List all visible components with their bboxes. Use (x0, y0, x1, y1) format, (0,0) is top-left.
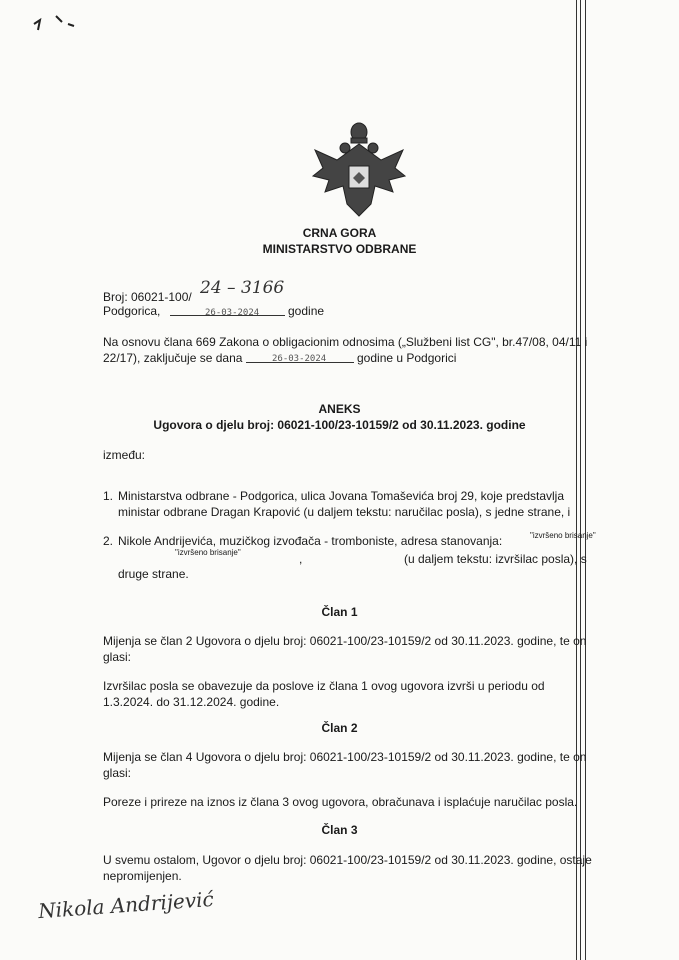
redacted-address-1: "izvršeno brisanje" (530, 531, 596, 540)
handwritten-signature: Nikola Andrijević (37, 886, 215, 924)
country-name: CRNA GORA (302, 226, 377, 240)
party-2-line-2-end: (u daljem tekstu: izvršilac posla), s (404, 552, 587, 566)
broj-handwritten: 24 – 3166 (200, 278, 285, 298)
intro-line-2-start: 22/17), zaključuje se dana (103, 351, 243, 365)
coat-of-arms-emblem (307, 120, 411, 224)
date-stamp: 26-03-2024 (205, 308, 260, 318)
intro-date-stamp: 26-03-2024 (272, 354, 327, 364)
article-3-heading: Član 3 (321, 823, 358, 837)
party-2-comma: , (299, 552, 303, 566)
party-1-line-1: Ministarstva odbrane - Podgorica, ulica Jovana Tomaševića broj 29, koje predstavlja (118, 489, 565, 503)
party-1-number: 1. (103, 489, 114, 503)
scan-line (585, 0, 586, 960)
article-1-p2-line1: Izvršilac posla se obavezuje da poslove iz člana 1 ovog ugovora izvrši u periodu od (103, 679, 545, 693)
ministry-name: MINISTARSTVO ODBRANE (262, 242, 417, 256)
article-2-p1-line2: glasi: (103, 766, 132, 780)
party-2-number: 2. (103, 534, 114, 548)
redacted-address-2: "izvršeno brisanje" (175, 548, 241, 557)
article-3-p1-line1: U svemu ostalom, Ugovor o djelu broj: 06021-100/23-10159/2 od 30.11.2023. godine, ostaje (103, 853, 592, 867)
article-2-heading: Član 2 (321, 721, 358, 735)
izmedju-label: između: (103, 448, 146, 462)
party-2-line-1: Nikole Andrijevića, muzičkog izvođača - tromboniste, adresa stanovanja: (118, 534, 503, 548)
document-subtitle: Ugovora o djelu broj: 06021-100/23-10159/2 od 30.11.2023. godine (153, 418, 526, 432)
party-2-line-3: druge strane. (118, 567, 189, 581)
document-title: ANEKS (318, 402, 361, 416)
scan-mark (28, 10, 78, 40)
scan-line (576, 0, 577, 960)
article-1-p1-line2: glasi: (103, 650, 132, 664)
godine-label: godine (288, 304, 325, 318)
intro-line-1: Na osnovu člana 669 Zakona o obligacionim odnosima („Službeni list CG", br.47/08, 04/11 i (103, 335, 588, 349)
article-3-p1-line2: nepromijenjen. (103, 869, 182, 883)
broj-label: Broj: 06021-100/ (103, 290, 192, 304)
article-2-p2-line1: Poreze i prireze na iznos iz člana 3 ovog ugovora, obračunava i isplaćuje naručilac posla. (103, 795, 578, 809)
intro-line-2-end: godine u Podgorici (357, 351, 457, 365)
article-2-p1-line1: Mijenja se član 4 Ugovora o djelu broj: 06021-100/23-10159/2 od 30.11.2023. godine, te on (103, 750, 587, 764)
place-label: Podgorica, (103, 304, 161, 318)
article-1-p2-line2: 1.3.2024. do 31.12.2024. godine. (103, 695, 280, 709)
party-1-line-2: ministar odbrane Dragan Krapović (u daljem tekstu: naručilac posla), s jedne strane, i (118, 505, 571, 519)
scan-line (580, 0, 581, 960)
article-1-p1-line1: Mijenja se član 2 Ugovora o djelu broj: 06021-100/23-10159/2 od 30.11.2023. godine, te on (103, 634, 587, 648)
article-1-heading: Član 1 (321, 605, 358, 619)
